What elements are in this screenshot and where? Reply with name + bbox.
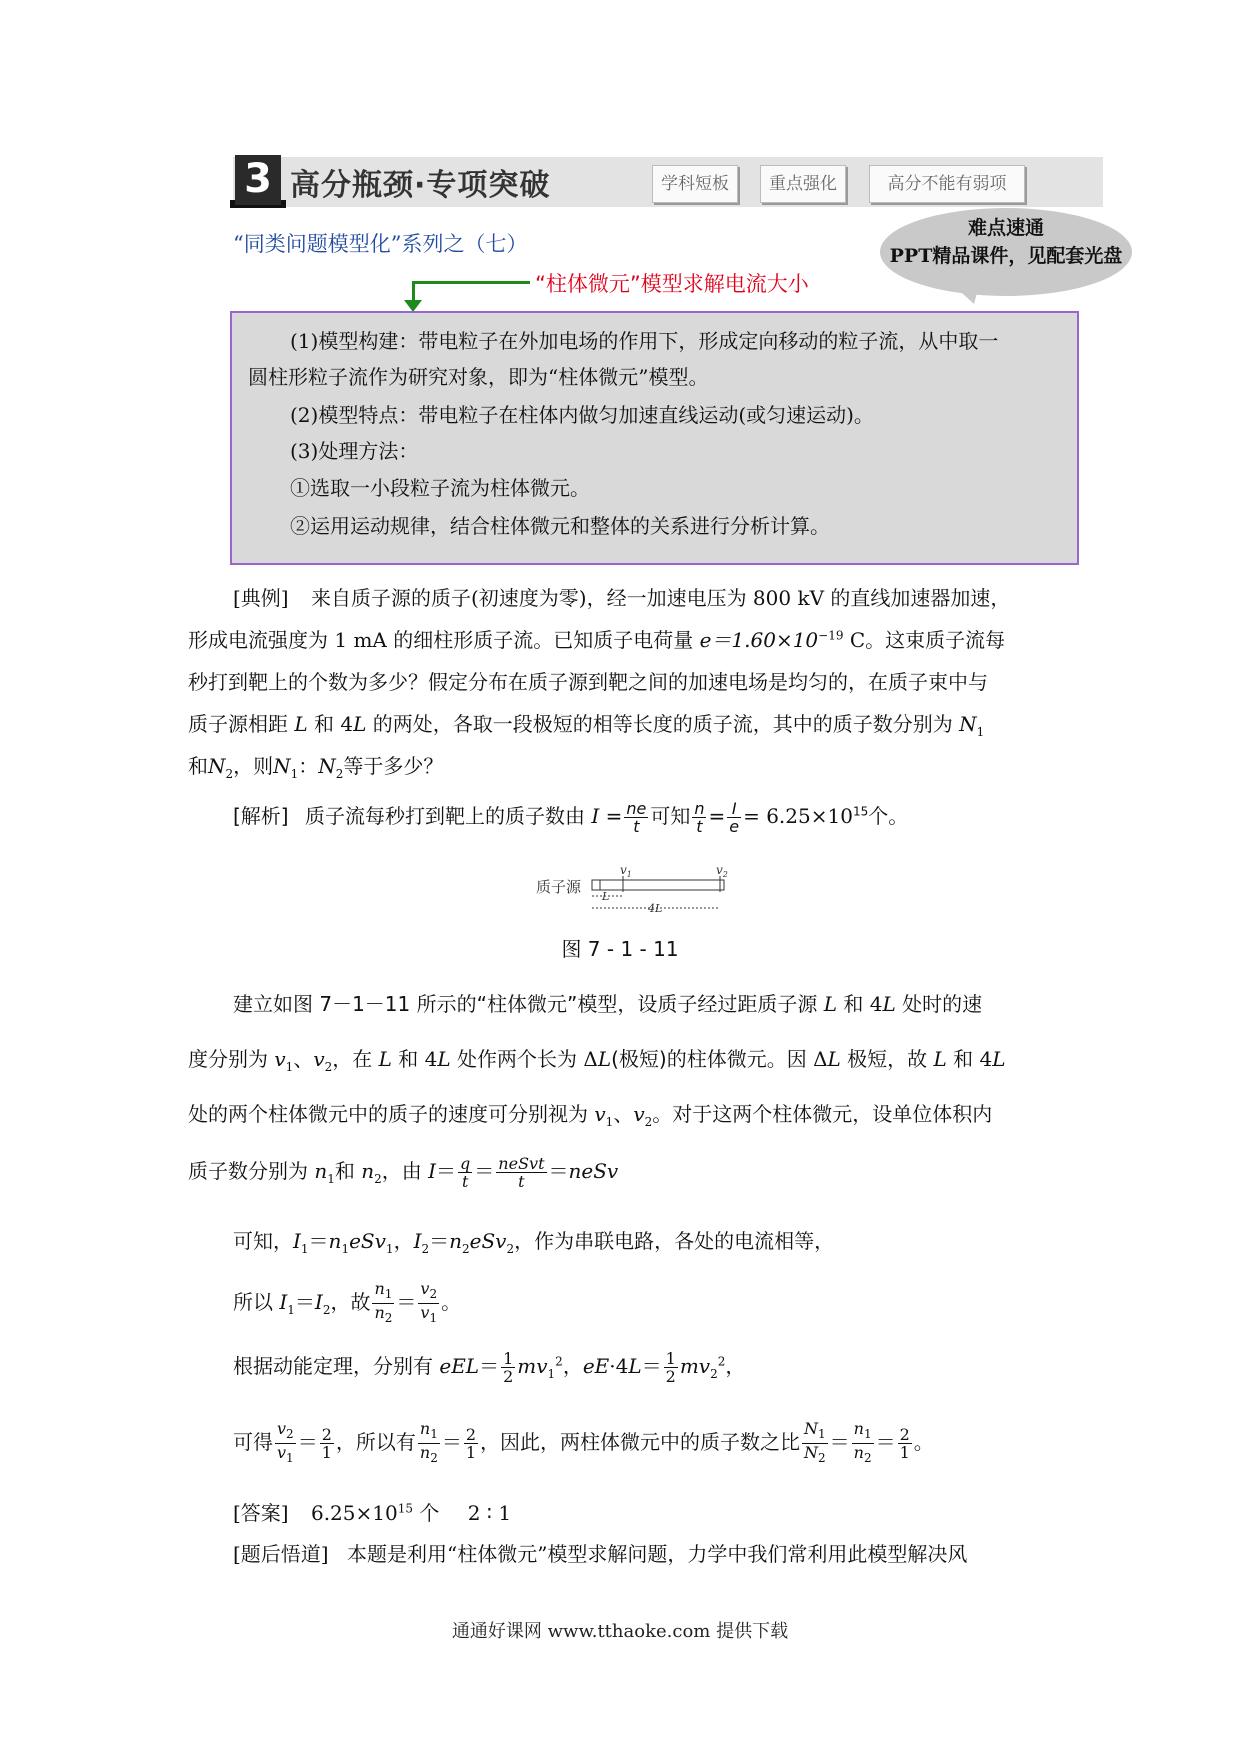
body-line-4: 质子数分别为 $n_1$和 $n_2$，由 I＝ $\frac{q}{t}$ ＝ $\frac{\text{neSvt}}{t}$ ＝neSv (188, 1154, 619, 1191)
reflection-tag: [题后悟道] (233, 1542, 329, 1566)
figure-4L-label: 4L (648, 902, 663, 915)
model-p5: ②运用运动规律，结合柱体微元和整体的关系进行分析计算。 (290, 514, 830, 538)
answer-line: [答案] $6.25\times 10^{15}$ 个 2 ∶ 1 (233, 1501, 512, 1525)
example-tag: [典例] (233, 586, 289, 610)
tab-no-weak-items[interactable]: 高分不能有弱项 (869, 165, 1025, 203)
example-line-2: 形成电流强度为 1 mA 的细柱形质子流。已知质子电荷量 $e=1.60\times 10^{-19}$ C。这束质子流每 (188, 628, 1006, 652)
series-title: “同类问题模型化”系列之（七） (233, 232, 528, 256)
example-line-1: [典例] 来自质子源的质子(初速度为零)，经一加速电压为 800 kV 的直线加速器加速， (233, 586, 1011, 610)
body-line-8: 可得 $\frac{v_2}{v_1}$ ＝ $\frac{2}{1}$ ，所以有 $\frac{n_1}{n_2}$ ＝ $\frac{2}{1}$ ，因此，两柱体微元中的质子数之比 $\frac{N_1}{N_2}$ ＝ $\frac{n_1}{n_2}$ ＝ $\frac{2}{1}$ 。 (233, 1419, 934, 1466)
tab-key-strengthening[interactable]: 重点强化 (760, 165, 846, 203)
analysis-line: [解析] 质子流每秒打到靶上的质子数由 I = $\frac{ne}{t}$ 可知 $\frac{n}{t}$ = $\frac{I}{e}$ = $6.25\times 10^{15}$个。 (233, 799, 909, 836)
body-line-7: 根据动能定理，分别有 eEL＝ $\frac{1}{2}$ $mv_1^2$，eE·4L＝ $\frac{1}{2}$ $mv_2^2$， (233, 1349, 746, 1386)
section-number-badge: 3 (235, 155, 281, 205)
example-line-3: 秒打到靶上的个数为多少？假定分布在质子源到靶之间的加速电场是均匀的，在质子束中与 (188, 670, 988, 694)
model-p4: ①选取一小段粒子流为柱体微元。 (290, 476, 590, 500)
figure-v1-label: $v_1$ (620, 863, 632, 879)
body-line-5: 可知，$I_1=n_1eSv_1$，$I_2=n_2eSv_2$，作为串联电路，各处的电流相等， (233, 1229, 835, 1256)
model-description-box (230, 311, 1079, 565)
model-p3: (3)处理方法： (290, 439, 419, 463)
bubble-line-2: PPT精品课件，见配套光盘 (889, 245, 1123, 267)
body-line-3: 处的两个柱体微元中的质子的速度可分别视为 $v_1$、$v_2$。对于这两个柱体微元，设单位体积内 (188, 1102, 993, 1129)
tab-subject-weakness[interactable]: 学科短板 (652, 165, 738, 203)
figure-caption: 图 7 - 1 - 11 (561, 937, 679, 961)
example-line-5: 和$N_2$，则$N_1$：$N_2$等于多少？ (188, 754, 444, 781)
answer-tag: [答案] (233, 1501, 289, 1525)
arrow-line (412, 281, 530, 284)
figure-L-label: L (602, 890, 610, 903)
model-p1b: 圆柱形粒子流作为研究对象，即为“柱体微元”模型。 (248, 365, 709, 389)
figure-v2-label: $v_2$ (716, 863, 728, 879)
section-title: 高分瓶颈·专项突破 (290, 168, 551, 203)
body-line-2: 度分别为 $v_1$、$v_2$，在 L 和 4L 处作两个长为 ΔL(极短)的柱体微元。因 ΔL 极短，故 L 和 4L (188, 1047, 1006, 1074)
analysis-tag: [解析] (233, 804, 289, 828)
body-line-1: 建立如图 7－1－11 所示的“柱体微元”模型，设质子经过距质子源 L 和 4L 处时的速 (233, 992, 983, 1016)
model-p2: (2)模型特点：带电粒子在柱体内做匀加速直线运动(或匀速运动)。 (290, 403, 874, 427)
body-line-6: 所以 $I_1=I_2$，故 $\frac{n_1}{n_2}$ ＝ $\frac{v_2}{v_1}$ 。 (233, 1279, 462, 1326)
example-line-4: 质子源相距 L 和 4L 的两处，各取一段极短的相等长度的质子流，其中的质子数分别为 $N_1$ (188, 712, 985, 739)
model-p1a: (1)模型构建：带电粒子在外加电场的作用下，形成定向移动的粒子流，从中取一 (290, 329, 999, 353)
arrow-line-vertical (412, 281, 415, 302)
bubble-line-1: 难点速通 (967, 217, 1044, 239)
page-footer: 通通好课网 www.tthaoke.com 提供下载 (451, 1621, 789, 1642)
reflection-line: [题后悟道] 本题是利用“柱体微元”模型求解问题，力学中我们常利用此模型解决风 (233, 1542, 968, 1566)
proton-beam-figure (530, 858, 750, 918)
figure-source-label: 质子源 (536, 878, 582, 896)
speech-bubble (880, 208, 1132, 296)
model-title: “柱体微元”模型求解电流大小 (535, 272, 809, 296)
